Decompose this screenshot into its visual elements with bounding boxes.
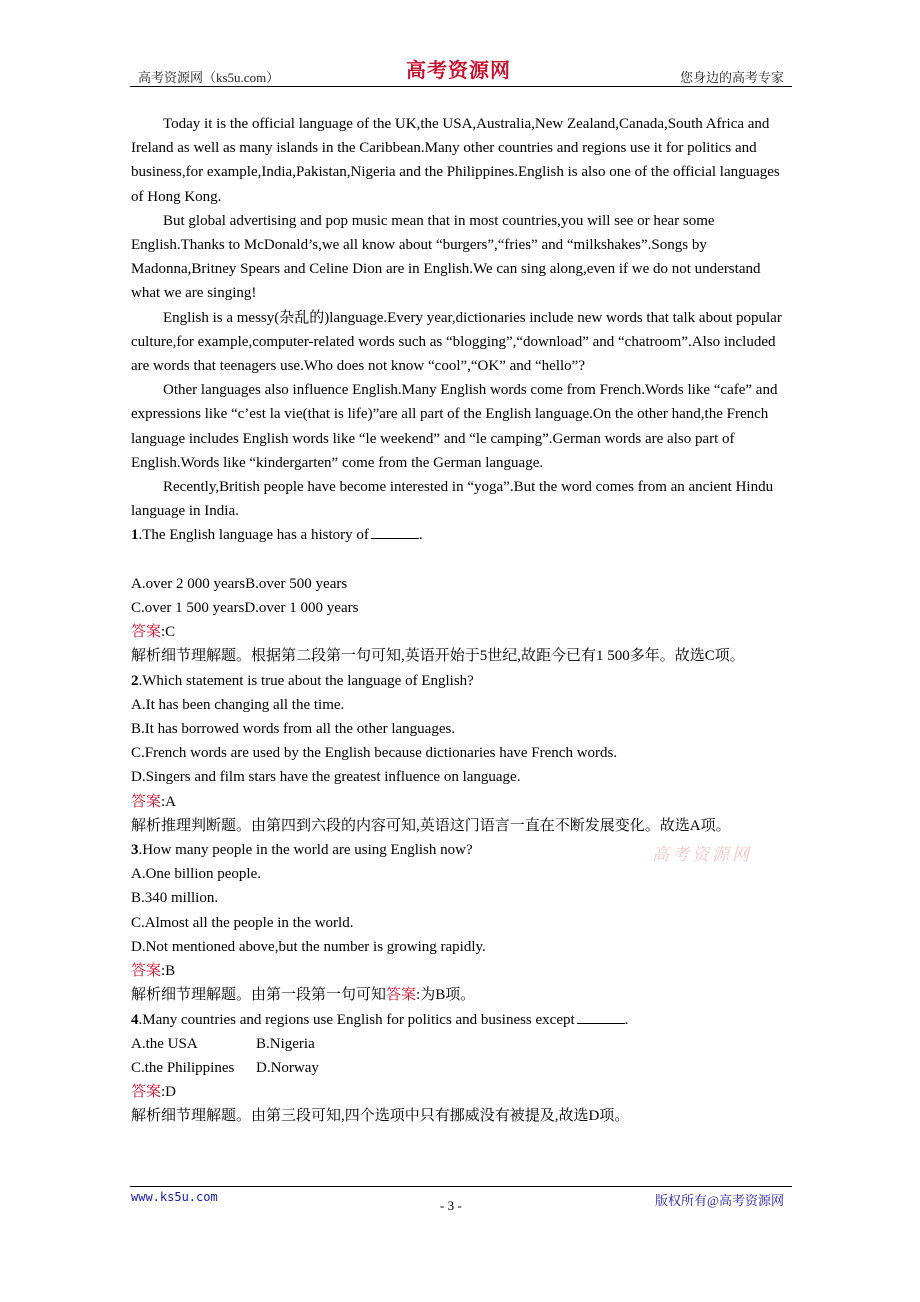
options-row: [131, 572, 791, 596]
passage-paragraph: Today it is the official language of the UK,the USA,Australia,New Zealand,Canada,South Africa and Ireland as well as many islands in the Caribbean.Many other countries and regions use it for politics and business,for example,India,Pakistan,Nigeria and the Philippines.English is also one of the official languages of Hong Kong.: [131, 116, 780, 205]
document-body: [131, 112, 791, 1129]
question-4: [131, 1008, 791, 1032]
spacer: [131, 548, 791, 572]
question-stem: .Which statement is true about the language of English?: [138, 672, 474, 689]
answer-label: 答案: [131, 793, 162, 810]
question-stem-end: .: [624, 1011, 629, 1028]
analysis-label: 解析: [131, 987, 162, 1004]
question-number: 1: [131, 527, 139, 544]
option-d: D.Norway: [256, 1059, 319, 1076]
option-d: D.over 1 000 years: [244, 600, 359, 617]
analysis-text: 细节理解题。由第一段第一句可知: [161, 987, 387, 1004]
option-b: B.Nigeria: [256, 1035, 315, 1052]
option-a: A.the USA: [131, 1035, 198, 1052]
passage-paragraph: But global advertising and pop music mean that in most countries,you will see or hear some English.Thanks to McDonald’s,we all know about “burgers”,“fries” and “milkshakes”.Songs by Madonna,Britney Spears and Celine Dion are in English.We can sing along,even if we do not understand what we are singing!: [131, 212, 761, 302]
answer-inline-label: 答案: [386, 987, 417, 1004]
answer-value: :D: [161, 1084, 177, 1101]
passage-paragraph: English is a messy(杂乱的)language.Every year,dictionaries include new words that talk about popular culture,for example,computer-related words such as “blogging”,“download” and “chatroom”.Also included are words that teenagers use.Who does not know “cool”,“OK” and “hello”?: [131, 309, 782, 375]
passage-paragraph: Other languages also influence English.Many English words come from French.Words like “cafe” and expressions like “c’est la vie(that is life)”are all part of the English language.On the other hand,the French language includes English words like “le weekend” and “le camping”.German words are also part of English.Words like “kindergarten” come from the German language.: [131, 382, 778, 471]
page-header: [130, 52, 790, 86]
answer-value: :C: [161, 624, 176, 641]
footer-copyright: 版权所有@高考资源网: [655, 1193, 784, 1208]
options-row: [131, 1032, 791, 1056]
answer-label: 答案: [131, 963, 162, 980]
answer-label: 答案: [131, 1084, 162, 1101]
analysis-text: 推理判断题。由第四到六段的内容可知,英语这门语言一直在不断发展变化。故选A项。: [161, 817, 731, 834]
option-b: B.over 500 years: [245, 575, 348, 592]
header-slogan: 您身边的高考专家: [679, 70, 784, 85]
option-b: B.340 million.: [131, 890, 219, 907]
passage-paragraph: Recently,British people have become interested in “yoga”.But the word comes from an ancient Hindu language in India.: [131, 479, 774, 520]
option-a: A.over 2 000 years: [131, 575, 246, 592]
analysis-text: 细节理解题。由第三段可知,四个选项中只有挪威没有被提及,故选D项。: [161, 1108, 630, 1125]
answer-value: :B: [161, 963, 176, 980]
analysis-text: 细节理解题。根据第二段第一句可知,英语开始于5世纪,故距今已有1 500多年。故选C项。: [161, 648, 745, 665]
question-number: 2: [131, 672, 139, 689]
option-c: C.over 1 500 years: [131, 600, 245, 617]
analysis-label: 解析: [131, 648, 162, 665]
analysis-line: [131, 814, 791, 838]
option-d: D.Singers and film stars have the greatest influence on language.: [131, 769, 521, 786]
option-a: A.One billion people.: [131, 866, 261, 883]
answer-line: [131, 620, 791, 644]
analysis-label: 解析: [131, 817, 162, 834]
answer-line: [131, 1080, 791, 1104]
analysis-text-end: :为B项。: [416, 987, 476, 1004]
footer-divider: [130, 1186, 792, 1187]
question-2: [131, 669, 791, 693]
header-logo: 高考资源网: [406, 58, 511, 82]
option-c: C.the Philippines: [131, 1059, 235, 1076]
option-d: D.Not mentioned above,but the number is growing rapidly.: [131, 938, 486, 955]
option-a: A.It has been changing all the time.: [131, 696, 345, 713]
analysis-line: [131, 983, 791, 1007]
question-stem-end: .: [418, 527, 423, 544]
question-stem: .Many countries and regions use English for politics and business except: [138, 1011, 575, 1028]
question-stem: .The English language has a history of: [138, 527, 369, 544]
page-number: - 3 -: [440, 1198, 462, 1213]
analysis-label: 解析: [131, 1108, 162, 1125]
question-number: 4: [131, 1011, 139, 1028]
options-row: [131, 596, 791, 620]
options-row: [131, 1056, 791, 1080]
answer-blank: [577, 1009, 625, 1024]
question-stem: .How many people in the world are using English now?: [138, 842, 473, 859]
answer-blank: [371, 524, 419, 539]
watermark: 高考资源网: [652, 845, 752, 865]
option-c: C.French words are used by the English because dictionaries have French words.: [131, 745, 618, 762]
analysis-line: [131, 644, 791, 668]
header-site-name: 高考资源网（ks5u.com）: [138, 70, 280, 85]
option-c: C.Almost all the people in the world.: [131, 914, 354, 931]
answer-value: :A: [161, 793, 177, 810]
footer-site-link[interactable]: www.ks5u.com: [131, 1190, 218, 1204]
analysis-line: [131, 1104, 791, 1128]
answer-label: 答案: [131, 624, 162, 641]
option-b: B.It has borrowed words from all the other languages.: [131, 721, 456, 738]
question-1: [131, 523, 791, 547]
question-number: 3: [131, 842, 139, 859]
answer-line: [131, 959, 791, 983]
header-divider: [130, 86, 792, 87]
answer-line: [131, 790, 791, 814]
